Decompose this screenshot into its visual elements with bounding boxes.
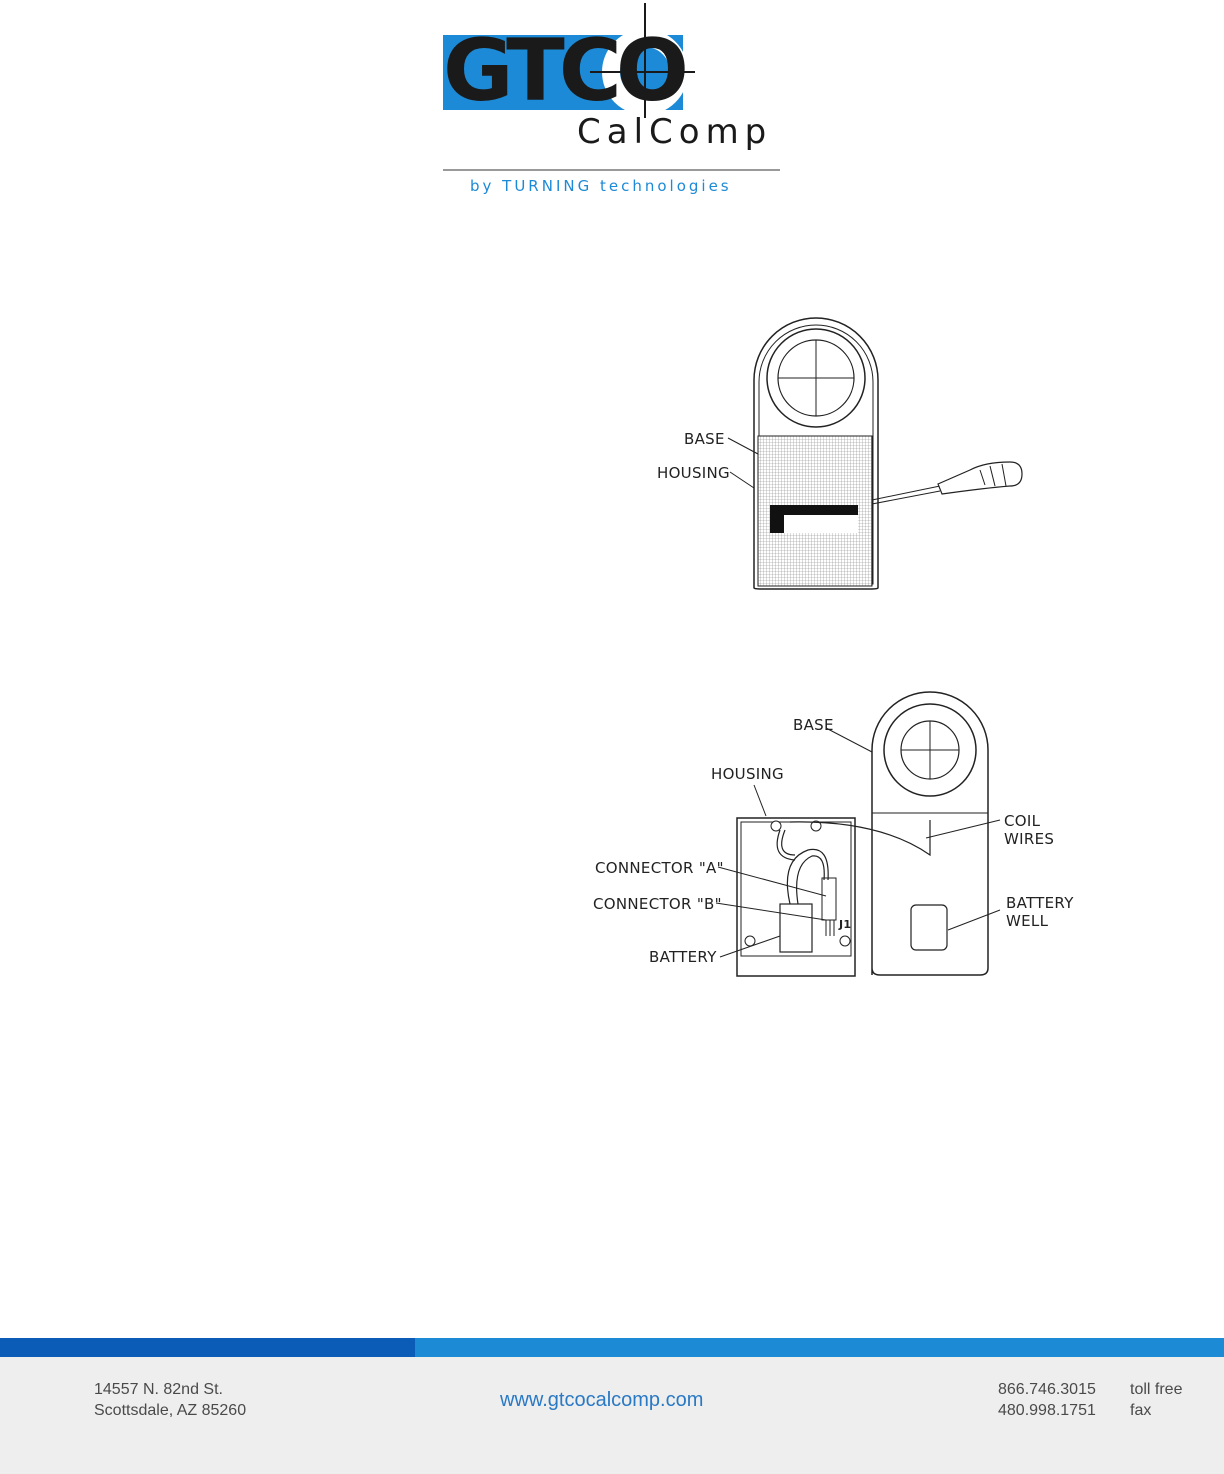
screw-top-left: [771, 821, 781, 831]
label-connector-a: CONNECTOR "A": [595, 859, 724, 877]
label-j1: J1: [839, 918, 852, 931]
label-housing: HOUSING: [657, 464, 730, 482]
footer-accent-dark: [0, 1338, 415, 1357]
phone-fax: 480.998.1751: [998, 1402, 1096, 1419]
label-battery-well-line2: WELL: [1006, 912, 1049, 930]
phone-tollfree: 866.746.3015: [998, 1381, 1096, 1398]
cursor-top-view-diagram: [640, 310, 1060, 600]
logo-tagline: by TURNING technologies: [470, 177, 732, 195]
address-line-2: Scottsdale, AZ 85260: [94, 1402, 247, 1419]
housing-leader: [730, 472, 754, 488]
battery: [780, 904, 812, 952]
screw-bottom-left: [745, 936, 755, 946]
label-connector-b: CONNECTOR "B": [593, 895, 722, 913]
label-battery: BATTERY: [649, 948, 717, 966]
label-coil-line2: WIRES: [1004, 830, 1055, 848]
label-plate-window: [784, 515, 858, 533]
label-base: BASE: [793, 716, 834, 734]
label-housing: HOUSING: [711, 765, 784, 783]
label-coil-line1: COIL: [1004, 812, 1041, 830]
cursor-opened-diagram: [580, 690, 1100, 990]
footer-accent-light: [415, 1338, 1224, 1357]
label-battery-well-line1: BATTERY: [1006, 894, 1074, 912]
screw-bottom-right: [840, 936, 850, 946]
footer: [0, 1357, 1224, 1474]
battery-well: [911, 905, 947, 950]
phone-tollfree-label: toll free: [1130, 1381, 1183, 1398]
label-base: BASE: [684, 430, 725, 448]
connector-j1: [822, 878, 836, 920]
website-link[interactable]: www.gtcocalcomp.com: [500, 1389, 704, 1411]
logo-text-gtc: GTCO: [443, 21, 683, 121]
screwdriver-icon: [872, 462, 1022, 504]
address-line-1: 14557 N. 82nd St.: [94, 1381, 223, 1398]
phone-fax-label: fax: [1130, 1402, 1152, 1419]
logo-text-calcomp: CalComp: [577, 112, 773, 152]
